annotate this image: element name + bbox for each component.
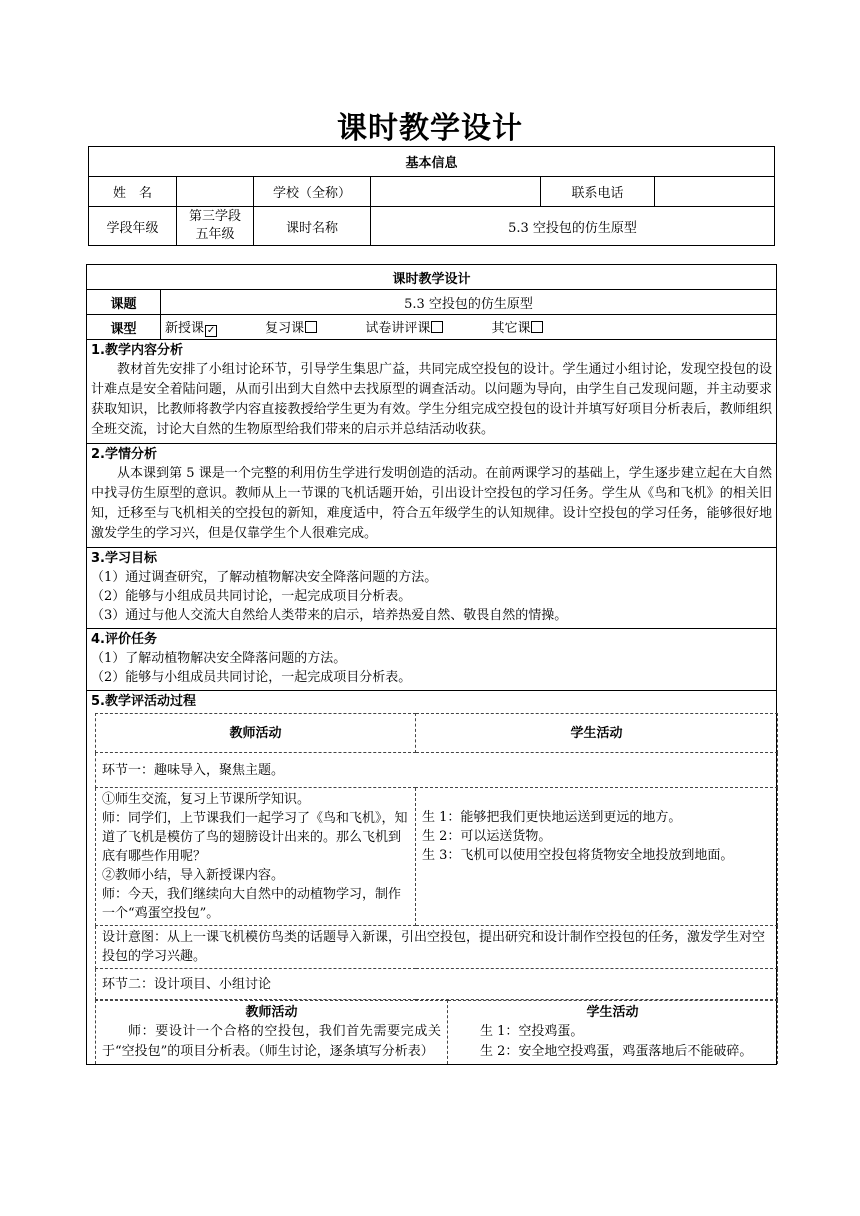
list-item: （2）能够与小组成员共同讨论，一起完成项目分析表。 (91, 589, 412, 604)
list-item: （2）能够与小组成员共同讨论，一起完成项目分析表。 (91, 670, 412, 685)
design-header: 课时教学设计 (87, 265, 777, 290)
teacher-line: 师：今天，我们继续向大自然中的动植物学习，制作一个“鸡蛋空投包”。 (102, 887, 402, 921)
student-activity-cell (416, 788, 778, 926)
student-line: 生 3：飞机可以使用空投包将货物安全地投放到地面。 (422, 848, 734, 863)
school-value[interactable] (371, 177, 541, 207)
checkbox-checked-icon: ✓ (206, 325, 216, 336)
name-label: 姓 名 (89, 177, 177, 207)
section-learning-goals (87, 548, 777, 629)
section-learner-analysis (87, 444, 777, 548)
design-intent: 设计意图：从上一课飞机模仿鸟类的话题导入新课，引出空投包，提出研究和设计制作空投包的任务，激发学生对空投包的学习兴趣。 (96, 926, 778, 969)
section-heading: 2.学情分析 (91, 447, 157, 462)
name-value[interactable] (177, 177, 254, 207)
list-item: （1）了解动植物解决安全降落问题的方法。 (91, 651, 347, 666)
grade-value-stage: 第三学段 (188, 209, 241, 224)
teacher-activity-cell (96, 788, 416, 926)
checkbox-icon (431, 321, 443, 333)
section-heading: 4.评价任务 (91, 632, 157, 647)
type-option-exam-review[interactable]: 试卷讲评课 (365, 321, 443, 336)
stage-one-title: 环节一：趣味导入，聚焦主题。 (96, 753, 778, 788)
teacher-line: ②教师小结，导入新授课内容。 (102, 868, 285, 883)
student-line-2: 生 1：空投鸡蛋。 (480, 1024, 584, 1039)
section-evaluation-tasks (87, 629, 777, 691)
section-text: 教材首先安排了小组讨论环节，引导学生集思广益，共同完成空投包的设计。学生通过小组讨论，发现空投包的设计难点是安全着陆问题，从而引出到大自然中去找原型的调查活动。以问题为导向，由学生自己发现问题，并主动要求获取知识，比教师将教学内容直接教授给学生更为有效。学生分组完成空投包的设计并填写好项目分析表后，教师组织全班交流，讨论大自然的生物原型给我们带来的启示并总结活动收获。 (91, 362, 773, 437)
teacher-text-2: 师：要设计一个合格的空投包，我们首先需要完成关于“空投包”的项目分析表。（师生讨论，逐条填写分析表） (102, 1024, 441, 1059)
section-heading: 3.学习目标 (91, 551, 157, 566)
list-item: （1）通过调查研究，了解动植物解决安全降落问题的方法。 (91, 570, 438, 585)
basic-info-header: 基本信息 (89, 147, 775, 177)
teacher-activity-header: 教师活动 (96, 714, 416, 753)
type-option-review[interactable]: 复习课 (265, 321, 317, 336)
lesson-name-value: 5.3 空投包的仿生原型 (371, 207, 775, 246)
checkbox-icon (531, 321, 543, 333)
lesson-design-table (86, 264, 777, 1065)
student-activity-cell-2 (448, 1001, 778, 1065)
student-activity-header-2: 学生活动 (586, 1005, 639, 1020)
phone-value[interactable] (655, 177, 775, 207)
grade-value (177, 207, 254, 246)
grade-label: 学段年级 (89, 207, 177, 246)
page-title: 课时教学设计 (337, 111, 523, 146)
student-activity-header: 学生活动 (416, 714, 778, 753)
section-content-analysis (87, 340, 777, 444)
section-heading: 1.教学内容分析 (91, 343, 183, 358)
topic-value: 5.3 空投包的仿生原型 (161, 290, 777, 315)
activity-table-2 (95, 1000, 778, 1064)
list-item: （3）通过与他人交流大自然给人类带来的启示，培养热爱自然、敬畏自然的情操。 (91, 608, 568, 623)
type-options (161, 315, 777, 340)
student-line-2: 生 2：安全地空投鸡蛋，鸡蛋落地后不能破碎。 (480, 1044, 753, 1059)
section-text: 从本课到第 5 课是一个完整的利用仿生学进行发明创造的活动。在前两课学习的基础上，学生逐步建立起在大自然中找寻仿生原型的意识。教师从上一节课的飞机话题开始，引出设计空投包的学习任务。学生从《鸟和飞机》的相关旧知，迁移至与飞机相关的空投包的新知，难度适中，符合五年级学生的认知规律。设计空投包的学习任务，能够很好地激发学生的学习兴，但是仅靠学生个人很难完成。 (91, 466, 773, 541)
lesson-name-label: 课时名称 (254, 207, 371, 246)
student-line: 生 2：可以运送货物。 (422, 829, 552, 844)
activity-table-1 (95, 713, 778, 1000)
phone-label: 联系电话 (541, 177, 655, 207)
teacher-line: 师：同学们，上节课我们一起学习了《鸟和飞机》，知道了飞机是模仿了鸟的翅膀设计出来的。那么飞机到底有哪些作用呢？ (102, 811, 408, 864)
school-label: 学校（全称） (254, 177, 371, 207)
grade-value-grade: 五年级 (195, 227, 235, 242)
basic-info-table (88, 146, 775, 246)
section-activity-process (87, 691, 777, 1065)
topic-label: 课题 (87, 290, 161, 315)
student-line: 生 1：能够把我们更快地运送到更远的地方。 (422, 810, 682, 825)
teacher-activity-cell-2 (96, 1001, 448, 1065)
type-label: 课型 (87, 315, 161, 340)
stage-two-title: 环节二：设计项目、小组讨论 (96, 969, 778, 1000)
type-option-new[interactable]: 新授课 ✓ (165, 321, 216, 336)
checkbox-icon (305, 321, 317, 333)
type-option-other[interactable]: 其它课 (491, 321, 543, 336)
teacher-activity-header-2: 教师活动 (245, 1005, 298, 1020)
section-heading: 5.教学评活动过程 (91, 694, 196, 709)
teacher-line: ①师生交流，复习上节课所学知识。 (102, 792, 311, 807)
